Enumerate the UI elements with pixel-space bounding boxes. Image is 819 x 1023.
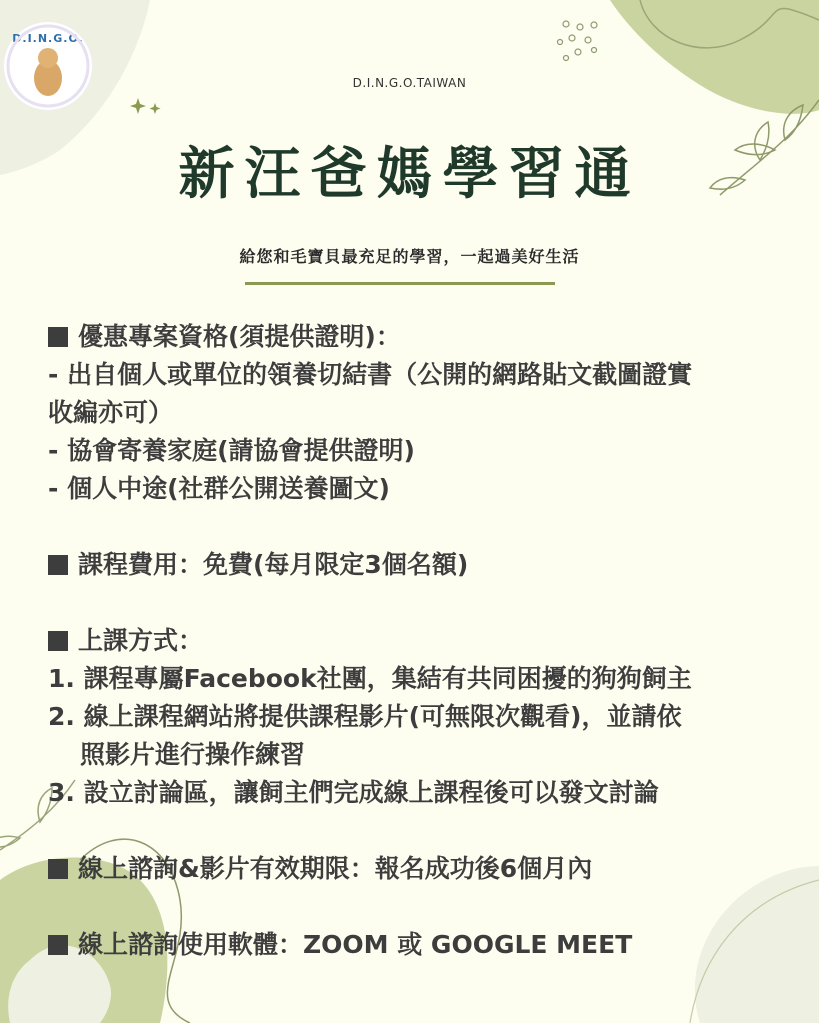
- list-item: 1. 課程專屬Facebook社團，集結有共同困擾的狗狗飼主: [48, 664, 692, 693]
- top-right-blob: [610, 0, 819, 114]
- dog-icon: [4, 22, 92, 110]
- sparkle-icons: [130, 98, 161, 114]
- square-bullet-icon: [48, 555, 68, 575]
- square-bullet-icon: [48, 631, 68, 651]
- title-divider: [245, 282, 555, 285]
- list-item: 2. 線上課程網站將提供課程影片(可無限次觀看)，並請依: [48, 702, 682, 731]
- square-bullet-icon: [48, 327, 68, 347]
- section-software-heading: 線上諮詢使用軟體：ZOOM 或 GOOGLE MEET: [48, 926, 788, 964]
- list-item: - 個人中途(社群公開送養圖文): [48, 474, 390, 503]
- list-item: - 協會寄養家庭(請協會提供證明): [48, 436, 415, 465]
- square-bullet-icon: [48, 859, 68, 879]
- list-item: 3. 設立討論區，讓飼主們完成線上課程後可以發文討論: [48, 778, 659, 807]
- section-eligibility-heading: 優惠專案資格(須提供證明)：: [48, 318, 788, 356]
- list-item: 照影片進行操作練習: [80, 740, 306, 769]
- dot-cluster: [558, 21, 598, 61]
- dingo-logo: [4, 22, 92, 110]
- org-name: D.I.N.G.O.TAIWAN: [352, 76, 467, 90]
- list-item: - 出自個人或單位的領養切結書（公開的網路貼文截圖證實: [48, 360, 693, 389]
- main-content: [48, 318, 788, 964]
- section-validity-heading: 線上諮詢&影片有效期限：報名成功後6個月內: [48, 850, 788, 888]
- page-subtitle: 給您和毛寶貝最充足的學習，一起過美好生活: [239, 247, 580, 266]
- square-bullet-icon: [48, 935, 68, 955]
- section-fee-heading: 課程費用：免費(每月限定3個名額): [48, 546, 788, 584]
- list-item: 收編亦可）: [48, 398, 174, 427]
- section-method-heading: 上課方式：: [48, 622, 788, 660]
- logo-text: D.I.N.G.O.: [12, 32, 84, 45]
- page-title: 新汪爸媽學習通: [178, 142, 641, 207]
